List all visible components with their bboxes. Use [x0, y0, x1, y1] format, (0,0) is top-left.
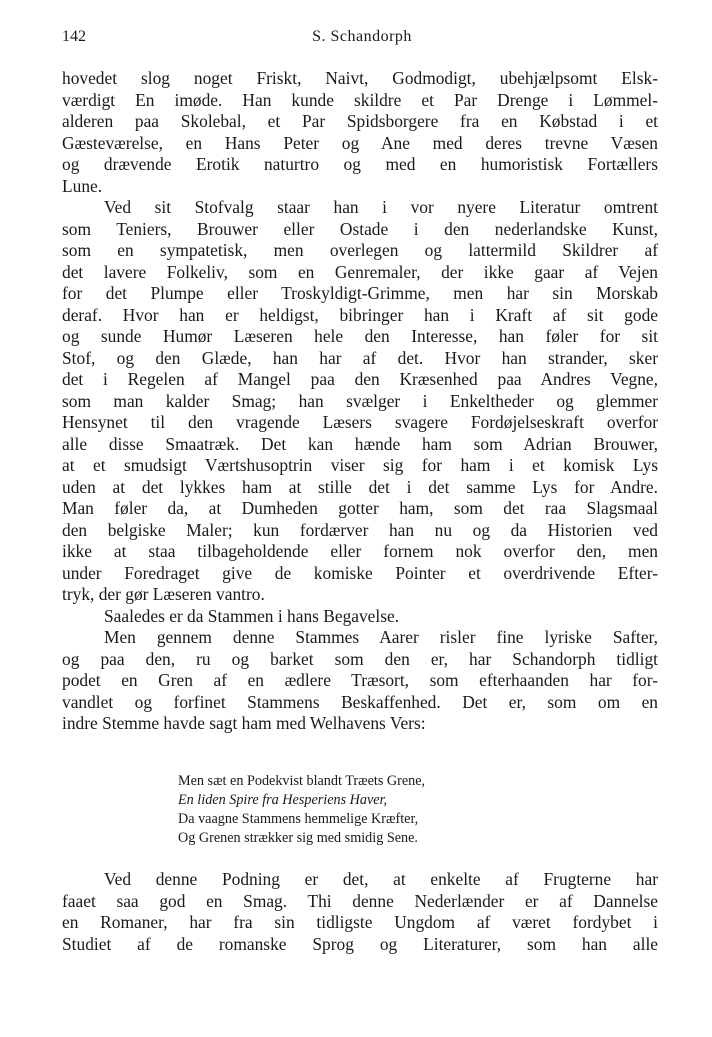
- text-line: faaet saa god en Smag. Thi denne Nederlænder er af Dannelse: [62, 890, 658, 911]
- text-line: Men gennem denne Stammes Aarer risler fine lyriske Safter,: [104, 627, 658, 647]
- text-line: Lune.: [62, 175, 103, 196]
- text-line: som Teniers, Brouwer eller Ostade i den nederlandske Kunst,: [62, 218, 658, 239]
- text-line: værdigt En imøde. Han kunde skildre et Par Drenge i Lømmel-: [62, 89, 658, 110]
- poem-line: En liden Spire fra Hesperiens Haver,: [178, 792, 388, 808]
- text-line: Studiet af de romanske Sprog og Literaturer, som han alle: [62, 933, 658, 954]
- text-line: vandlet og forfinet Stammens Beskaffenhed. Det er, som om en: [62, 691, 658, 712]
- text-line: Man føler da, at Dumheden gotter ham, som det raa Slagsmaal: [62, 498, 658, 518]
- text-line: den belgiske Maler; kun fordærver han nu og da Historien ved: [62, 519, 658, 540]
- text-line: tryk, der gør Læseren vantro.: [62, 584, 265, 604]
- text-line: det lavere Folkeliv, som en Genremaler, der ikke gaar af Vejen: [62, 261, 658, 282]
- text-line: under Foredraget give de komiske Pointer et overdrivende Efter-: [62, 562, 658, 583]
- text-line: Gæsteværelse, en Hans Peter og Ane med deres trevne Væsen: [62, 132, 658, 153]
- poem-line: Og Grenen strækker sig med smidig Sene.: [178, 830, 418, 846]
- body-text-top: [62, 68, 658, 735]
- text-line: alderen paa Skolebal, et Par Spidsborgere fra en Købstad i et: [62, 111, 658, 131]
- text-line: og drævende Erotik naturtro og med en humoristisk Fortællers: [62, 154, 658, 174]
- poem-line: Da vaagne Stammens hemmelige Kræfter,: [178, 811, 419, 827]
- text-line: Ved denne Podning er det, at enkelte af Frugterne har: [104, 869, 658, 889]
- text-line: Hensynet til den vragende Læsers svagere Fordøjelseskraft overfor: [62, 412, 658, 432]
- text-line: indre Stemme havde sagt ham med Welhavens Vers:: [62, 713, 426, 733]
- text-line: en Romaner, har fra sin tidligste Ungdom af været fordybet i: [62, 912, 658, 932]
- text-line: som man kalder Smag; han svælger i Enkeltheder og glemmer: [62, 390, 658, 411]
- poem-line: Men sæt en Podekvist blandt Træets Grene,: [178, 773, 426, 789]
- text-line: Ved sit Stofvalg staar han i vor nyere Literatur omtrent: [104, 197, 658, 217]
- page-number: 142: [62, 28, 86, 45]
- text-line: det i Regelen af Mangel paa den Kræsenhed paa Andres Vegne,: [62, 369, 658, 389]
- text-line: deraf. Hvor han er heldigst, bibringer han i Kraft af sit gode: [62, 304, 658, 325]
- text-line: uden at det lykkes ham at stille det i det samme Lys for Andre.: [62, 476, 658, 497]
- text-line: hovedet slog noget Friskt, Naivt, Godmodigt, ubehjælpsomt Elsk-: [62, 68, 658, 88]
- running-title: S. Schandorph: [312, 28, 412, 45]
- body-text-bottom: [62, 869, 658, 955]
- text-line: som en sympatetisk, men overlegen og lattermild Skildrer af: [62, 240, 658, 260]
- text-line: Stof, og den Glæde, han har af det. Hvor han strander, sker: [62, 347, 658, 368]
- poem-quotation: [178, 772, 425, 848]
- text-line: og sunde Humør Læseren hele den Interesse, han føler for sit: [62, 326, 658, 346]
- text-line: og paa den, ru og barket som den er, har Schandorph tidligt: [62, 648, 658, 669]
- text-line: ikke at staa tilbageholdende eller fornem nok overfor den, men: [62, 541, 658, 561]
- text-line: at et smudsigt Værtshusoptrin viser sig for ham i et komisk Lys: [62, 455, 658, 475]
- text-line: for det Plumpe eller Troskyldigt-Grimme, men har sin Morskab: [62, 283, 658, 303]
- page-header: [62, 28, 662, 50]
- text-line: podet en Gren af en ædlere Træsort, som efterhaanden har for-: [62, 670, 658, 690]
- text-line: Saaledes er da Stammen i hans Begavelse.: [104, 605, 400, 626]
- text-line: alle disse Smaatræk. Det kan hænde ham som Adrian Brouwer,: [62, 433, 658, 454]
